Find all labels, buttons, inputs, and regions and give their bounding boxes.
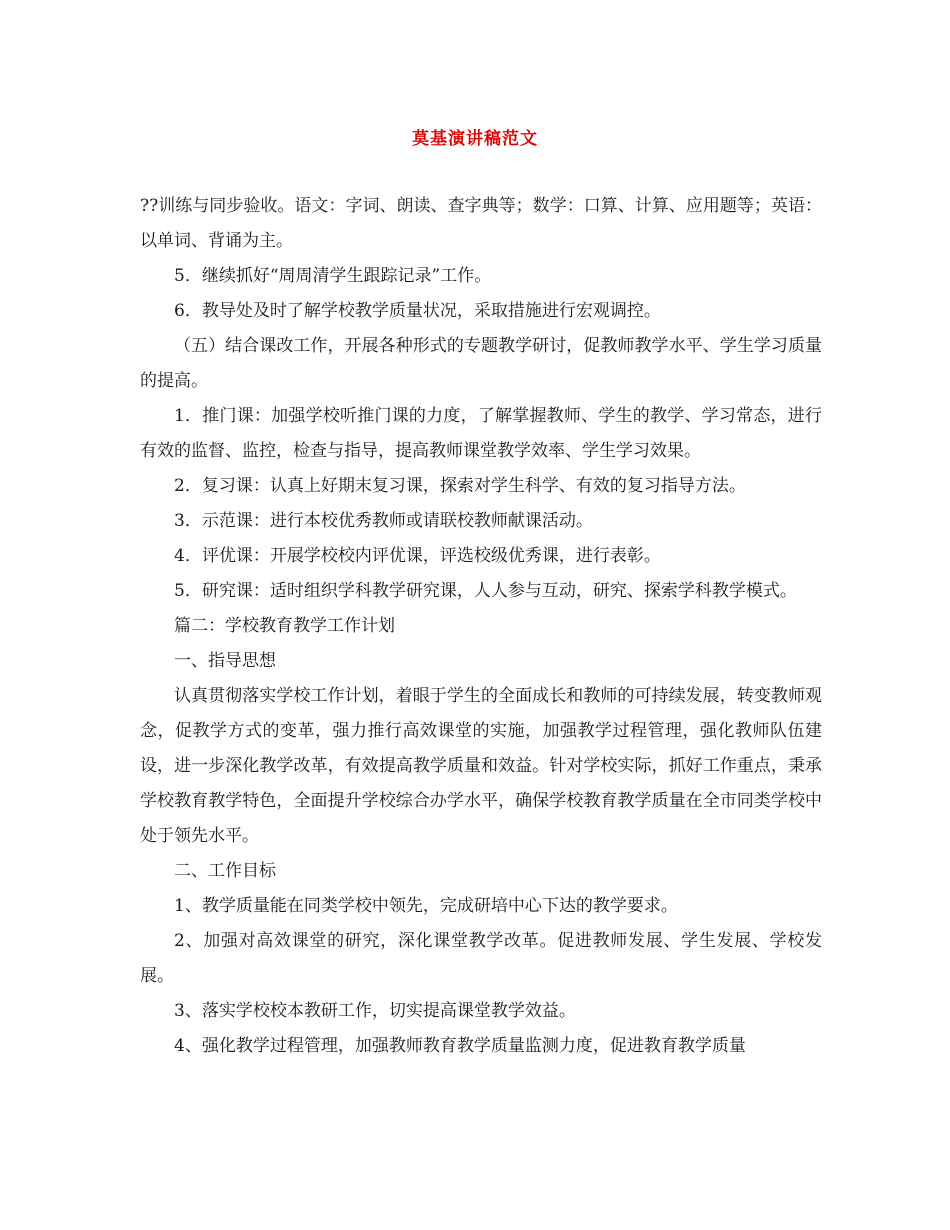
paragraph: 5．继续抓好“周周清学生跟踪记录”工作。	[174, 266, 492, 286]
document-body	[140, 189, 822, 1064]
paragraph: 1、教学质量能在同类学校中领先，完成研培中心下达的教学要求。	[174, 896, 678, 916]
paragraph: 3．示范课：进行本校优秀教师或请联校教师献课活动。	[174, 511, 593, 531]
paragraph: 2．复习课：认真上好期末复习课，探索对学生科学、有效的复习指导方法。	[174, 476, 746, 496]
paragraph: 4、强化教学过程管理，加强教师教育教学质量监测力度，促进教育教学质量	[174, 1036, 746, 1056]
paragraph: ??训练与同步验收。语文：字词、朗读、查字典等；数学：口算、计算、应用题等；英语：以单词、背诵为主。	[140, 196, 822, 251]
paragraph: 3、落实学校校本教研工作，切实提高课堂教学效益。	[174, 1001, 576, 1021]
section-heading: 篇二：学校教育教学工作计划	[174, 616, 395, 636]
paragraph: 认真贯彻落实学校工作计划，着眼于学生的全面成长和教师的可持续发展，转变教师观念，促教学方式的变革，强力推行高效课堂的实施，加强教学过程管理，强化教师队伍建设，进一步深化教学改革，有效提高教学质量和效益。针对学校实际，抓好工作重点，秉承学校教育教学特色，全面提升学校综合办学水平，确保学校教育教学质量在全市同类学校中处于领先水平。	[140, 686, 822, 846]
paragraph: 1．推门课：加强学校听推门课的力度，了解掌握教师、学生的教学、学习常态，进行有效的监督、监控，检查与指导，提高教师课堂教学效率、学生学习效果。	[140, 406, 822, 461]
paragraph: 2、加强对高效课堂的研究，深化课堂教学改革。促进教师发展、学生发展、学校发展。	[140, 931, 822, 986]
section-heading: 二、工作目标	[174, 861, 276, 881]
paragraph: 5．研究课：适时组织学科教学研究课，人人参与互动，研究、探索学科教学模式。	[174, 581, 797, 601]
paragraph: 4．评优课：开展学校校内评优课，评选校级优秀课，进行表彰。	[174, 546, 661, 566]
paragraph: 6．教导处及时了解学校教学质量状况，采取措施进行宏观调控。	[174, 301, 661, 321]
document-title: 莫基演讲稿范文	[412, 129, 538, 149]
section-heading: 一、指导思想	[174, 651, 276, 671]
paragraph: （五）结合课改工作，开展各种形式的专题教学研讨，促教师教学水平、学生学习质量的提高。	[140, 336, 822, 391]
